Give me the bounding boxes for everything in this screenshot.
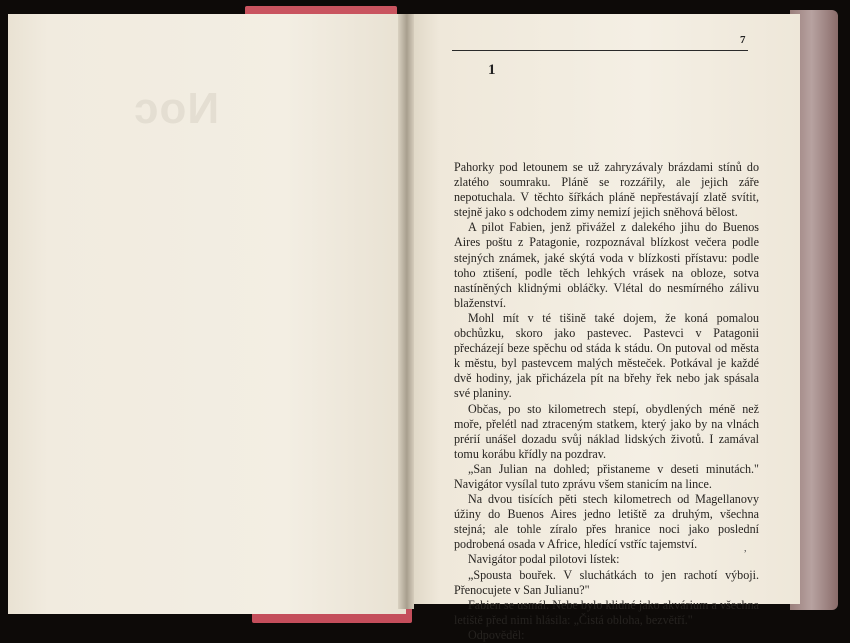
- paragraph: A pilot Fabien, jenž přivážel z dalekého jihu do Buenos Aires poštu z Patagonie, rozpoznával blízkost večera podle stejných známek, jaké skýtá voda v blízkosti přístavu: podle toho ztišení, podle těch lehkých vrásek na obloze, sotva nastíněných klidnými obláčky. Vlétal do nesmírného zálivu blaženství.: [454, 220, 759, 310]
- body-text: [454, 160, 759, 643]
- paragraph: „Spousta bouřek. V sluchátkách to jen rachotí výboji. Přenocujete v San Julianu?": [454, 567, 759, 597]
- paragraph: Mohl mít v té tišině také dojem, že koná pomalou obchůzku, skoro jako pastevec. Pastevci v Patagonii přecházejí beze spěchu od stáda k stádu. On putoval od města k městu, byl pastevcem malých městeček. Potkával je každé dvě hodiny, jak přicházela pít na břehy řek nebo jak spásala své planiny.: [454, 310, 759, 401]
- paragraph: „San Julian na dohled; přistaneme v deseti minutách." Navigátor vysílal tuto zprávu všem stanicím na lince.: [454, 461, 759, 491]
- page-number: 7: [740, 34, 746, 46]
- book-gutter: [398, 14, 414, 609]
- ink-speck: ,: [744, 543, 747, 554]
- paragraph: Na dvou tisících pěti stech kilometrech od Magellanovy úžiny do Buenos Aires jedno letiště za druhým, všechna stejná; ale tohle zíralo přes hranice noci jako poslední podrobená osada v Africe, hledící vstříc tajemství.: [454, 492, 759, 552]
- paragraph: Navigátor podal pilotovi lístek:: [468, 552, 620, 567]
- chapter-number: 1: [488, 62, 496, 78]
- paragraph: Fabien se usmál. Nebe bylo klidné jako akvárium a všechna letiště před nimi hlásila: „Čistá obloha, bezvětří.": [454, 597, 759, 627]
- paragraph: Pahorky pod letounem se už zahryzávaly brázdami stínů do zlatého soumraku. Pláně se rozzářily, ale jejich záře nepotuchala. V těchto šířkách pláně nepřestávají zlatě svítit, stejně jako s odchodem zimy nemizí jejich sněhová bělost.: [454, 160, 759, 220]
- left-page: [8, 14, 406, 614]
- paragraph: Odpověděl:: [468, 627, 525, 642]
- header-rule: [452, 50, 748, 51]
- show-through-title: Noc: [133, 84, 220, 133]
- paragraph: Občas, po sto kilometrech stepí, obydlených méně než moře, přelétl nad ztraceným statkem, který jako by na vlnách prérií unášel dozadu svůj náklad lidských životů. I zamával tomu korábu křídly na pozdrav.: [454, 401, 759, 461]
